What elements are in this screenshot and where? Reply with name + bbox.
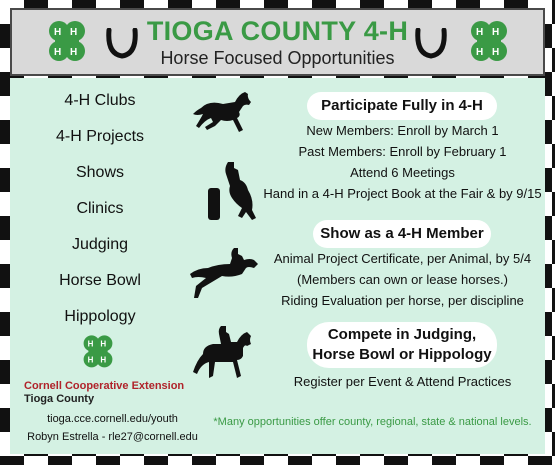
- horse-silhouette-icon: [208, 160, 256, 222]
- activity-list: [30, 88, 170, 340]
- svg-text:H: H: [87, 339, 94, 349]
- list-item: Clinics: [76, 200, 124, 217]
- 4h-clover-icon: [464, 18, 514, 68]
- participate-heading: Participate Fully in 4-H: [307, 92, 497, 120]
- org-county: Tioga County: [24, 393, 95, 405]
- svg-text:H: H: [492, 27, 500, 38]
- list-item: Hippology: [64, 308, 136, 325]
- list-item: Judging: [71, 236, 129, 253]
- content-panel: [10, 78, 545, 454]
- contact-text: Robyn Estrella - rle27@cornell.edu: [27, 431, 198, 443]
- org-name: Cornell Cooperative Extension: [24, 380, 185, 392]
- participate-line: New Members: Enroll by March 1: [306, 123, 499, 138]
- horseshoe-icon: [414, 28, 448, 60]
- compete-heading-line1: Compete in Judging,: [327, 326, 477, 343]
- svg-text:H: H: [70, 47, 78, 58]
- header-banner: [10, 8, 545, 76]
- svg-text:H: H: [100, 355, 107, 365]
- compete-heading: [307, 322, 497, 368]
- svg-text:H: H: [100, 339, 107, 349]
- svg-text:H: H: [54, 27, 62, 38]
- compete-heading-line2: Horse Bowl or Hippology: [312, 346, 492, 363]
- show-heading: Show as a 4-H Member: [313, 220, 491, 248]
- svg-text:H: H: [492, 47, 500, 58]
- show-line: (Members can own or lease horses.): [297, 272, 508, 287]
- list-item: Shows: [75, 164, 125, 181]
- list-item: 4-H Projects: [55, 128, 145, 145]
- horse-silhouette-icon: [193, 326, 255, 380]
- footnote: *Many opportunities offer county, regional, state & national levels.: [213, 416, 532, 428]
- show-line: Animal Project Certificate, per Animal, by 5/4: [273, 251, 532, 266]
- page-subtitle: Horse Focused Opportunities: [160, 48, 395, 68]
- svg-text:H: H: [476, 27, 484, 38]
- page-title: TIOGA COUNTY 4-H: [146, 16, 409, 46]
- svg-text:H: H: [54, 47, 62, 58]
- svg-text:H: H: [476, 47, 484, 58]
- list-item: 4-H Clubs: [64, 92, 136, 109]
- participate-line: Attend 6 Meetings: [350, 165, 455, 180]
- list-item: Horse Bowl: [59, 272, 141, 289]
- svg-text:H: H: [70, 27, 78, 38]
- participate-line: Hand in a 4-H Project Book at the Fair & by 9/15: [263, 186, 542, 201]
- horse-silhouette-icon: [188, 246, 260, 300]
- 4h-clover-icon: [78, 333, 118, 373]
- show-line: Riding Evaluation per horse, per discipline: [281, 293, 524, 308]
- participate-line: Past Members: Enroll by February 1: [298, 144, 507, 159]
- horse-silhouette-icon: [193, 90, 255, 136]
- svg-text:H: H: [87, 355, 94, 365]
- compete-line: Register per Event & Attend Practices: [293, 374, 512, 389]
- org-block: [24, 380, 204, 405]
- website-text: tioga.cce.cornell.edu/youth: [47, 413, 178, 425]
